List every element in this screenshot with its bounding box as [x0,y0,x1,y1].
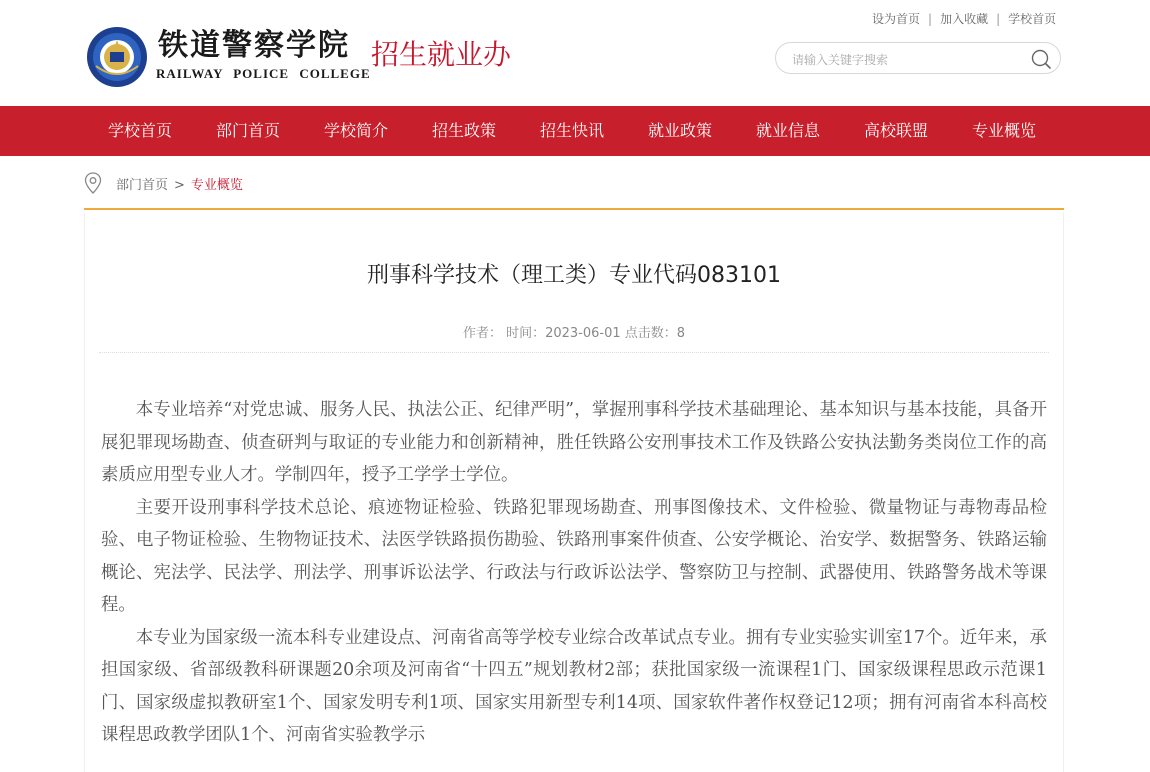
separator: | [996,12,1001,26]
search-icon[interactable] [1030,48,1052,70]
set-homepage-link[interactable]: 设为首页 [872,12,921,26]
nav-item-employment-info[interactable]: 就业信息 [755,121,820,140]
department-name: 招生就业办 [371,38,512,71]
article-container [84,212,1064,772]
nav-item-employment-policy[interactable]: 就业政策 [647,121,712,140]
divider [99,352,1049,353]
article-paragraph: 主要开设刑事科学技术总论、痕迹物证检验、铁路犯罪现场勘查、刑事图像技术、文件检验、微量物证与毒物毒品检验、电子物证检验、生物物证技术、法医学铁路损伤勘验、铁路刑事案件侦查、公安学概论、治安学、数据警务、铁路运输概论、宪法学、民法学、刑法学、刑事诉讼法学、行政法与行政诉讼法学、警察防卫与控制、武器使用、铁路警务战术等课程。 [101,497,1047,615]
breadcrumb [84,168,1064,210]
article-body [101,394,1047,752]
article-paragraph: 本专业培养“对党忠诚、服务人民、执法公正、纪律严明”，掌握刑事科学技术基础理论、基本知识与基本技能，具备开展犯罪现场勘查、侦查研判与取证的专业能力和创新精神，胜任铁路公安刑事技术工作及铁路公安执法勤务类岗位工作的高素质应用型专业人才。学制四年，授予工学学士学位。 [101,400,1047,485]
breadcrumb-current[interactable]: 专业概览 [190,178,243,193]
nav-item-college-alliance[interactable]: 高校联盟 [863,121,928,140]
separator: | [928,12,933,26]
article-meta: 作者： 时间：2023-06-01 点击数：8 [462,326,686,341]
location-pin-icon [84,172,102,194]
college-logo[interactable] [86,26,148,88]
header [0,0,1150,106]
nav-item-dept-home[interactable]: 部门首页 [215,121,280,140]
search-input[interactable] [790,49,1024,71]
search-box [775,42,1061,74]
breadcrumb-path [116,174,243,193]
main-nav [0,106,1150,156]
brand-name-en: RAILWAY POLICE COLLEGE [156,66,371,81]
school-homepage-link[interactable]: 学校首页 [1008,12,1057,26]
nav-item-school-home[interactable]: 学校首页 [107,121,172,140]
brand-name-cn: 铁道警察学院 [158,28,350,63]
article-paragraph: 本专业为国家级一流本科专业建设点、河南省高等学校专业综合改革试点专业。拥有专业实验实训室17个。近年来，承担国家级、省部级教科研课题20余项及河南省“十四五”规划教材2部；获批国家级一流课程1门、国家级课程思政示范课1门、国家级虚拟教研室1个、国家发明专利1项、国家实用新型专利14项、国家软件著作权登记12项；拥有河南省本科高校课程思政教学团队1个、河南省实验教学示 [101,627,1047,745]
breadcrumb-arrow: > [174,178,185,193]
nav-item-admission-news[interactable]: 招生快讯 [539,121,604,140]
breadcrumb-home-link[interactable]: 部门首页 [116,178,169,193]
nav-item-admission-policy[interactable]: 招生政策 [431,121,496,140]
nav-item-school-intro[interactable]: 学校简介 [323,121,388,140]
top-links [872,10,1056,27]
add-favorite-link[interactable]: 加入收藏 [940,12,989,26]
article-title: 刑事科学技术（理工类）专业代码083101 [367,263,781,288]
nav-item-majors-overview[interactable]: 专业概览 [971,121,1036,140]
